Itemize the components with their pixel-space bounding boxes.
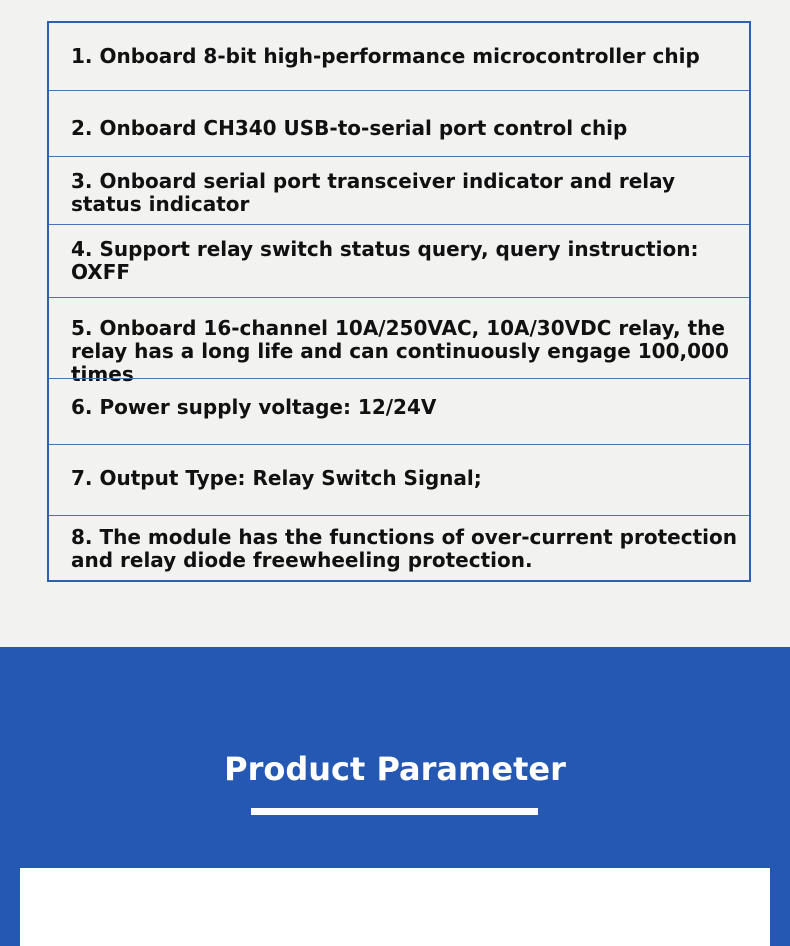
feature-text: 1. Onboard 8-bit high-performance microcontroller chip <box>71 44 700 68</box>
feature-row <box>49 23 749 90</box>
feature-row <box>49 515 749 580</box>
feature-row <box>49 444 749 515</box>
feature-text: 4. Support relay switch status query, query instruction: OXFF <box>71 237 699 284</box>
title-underline <box>251 808 538 815</box>
section-title: Product Parameter <box>224 750 566 788</box>
feature-text: 2. Onboard CH340 USB-to-serial port control chip <box>71 116 628 140</box>
feature-text: 6. Power supply voltage: 12/24V <box>71 395 437 419</box>
feature-row <box>49 224 749 297</box>
feature-row <box>49 297 749 386</box>
product-parameter-banner <box>0 647 790 946</box>
feature-text: 7. Output Type: Relay Switch Signal; <box>71 466 482 490</box>
features-table <box>47 21 751 582</box>
feature-text: 8. The module has the functions of over-current protection and relay diode freewheeling protection. <box>71 525 737 572</box>
feature-row <box>49 90 749 156</box>
feature-row <box>49 378 749 444</box>
feature-text: 5. Onboard 16-channel 10A/250VAC, 10A/30VDC relay, the relay has a long life and can continuously engage 100,000 times <box>71 316 729 386</box>
feature-row <box>49 156 749 224</box>
feature-text: 3. Onboard serial port transceiver indicator and relay status indicator <box>71 169 676 216</box>
parameter-panel <box>20 868 770 946</box>
